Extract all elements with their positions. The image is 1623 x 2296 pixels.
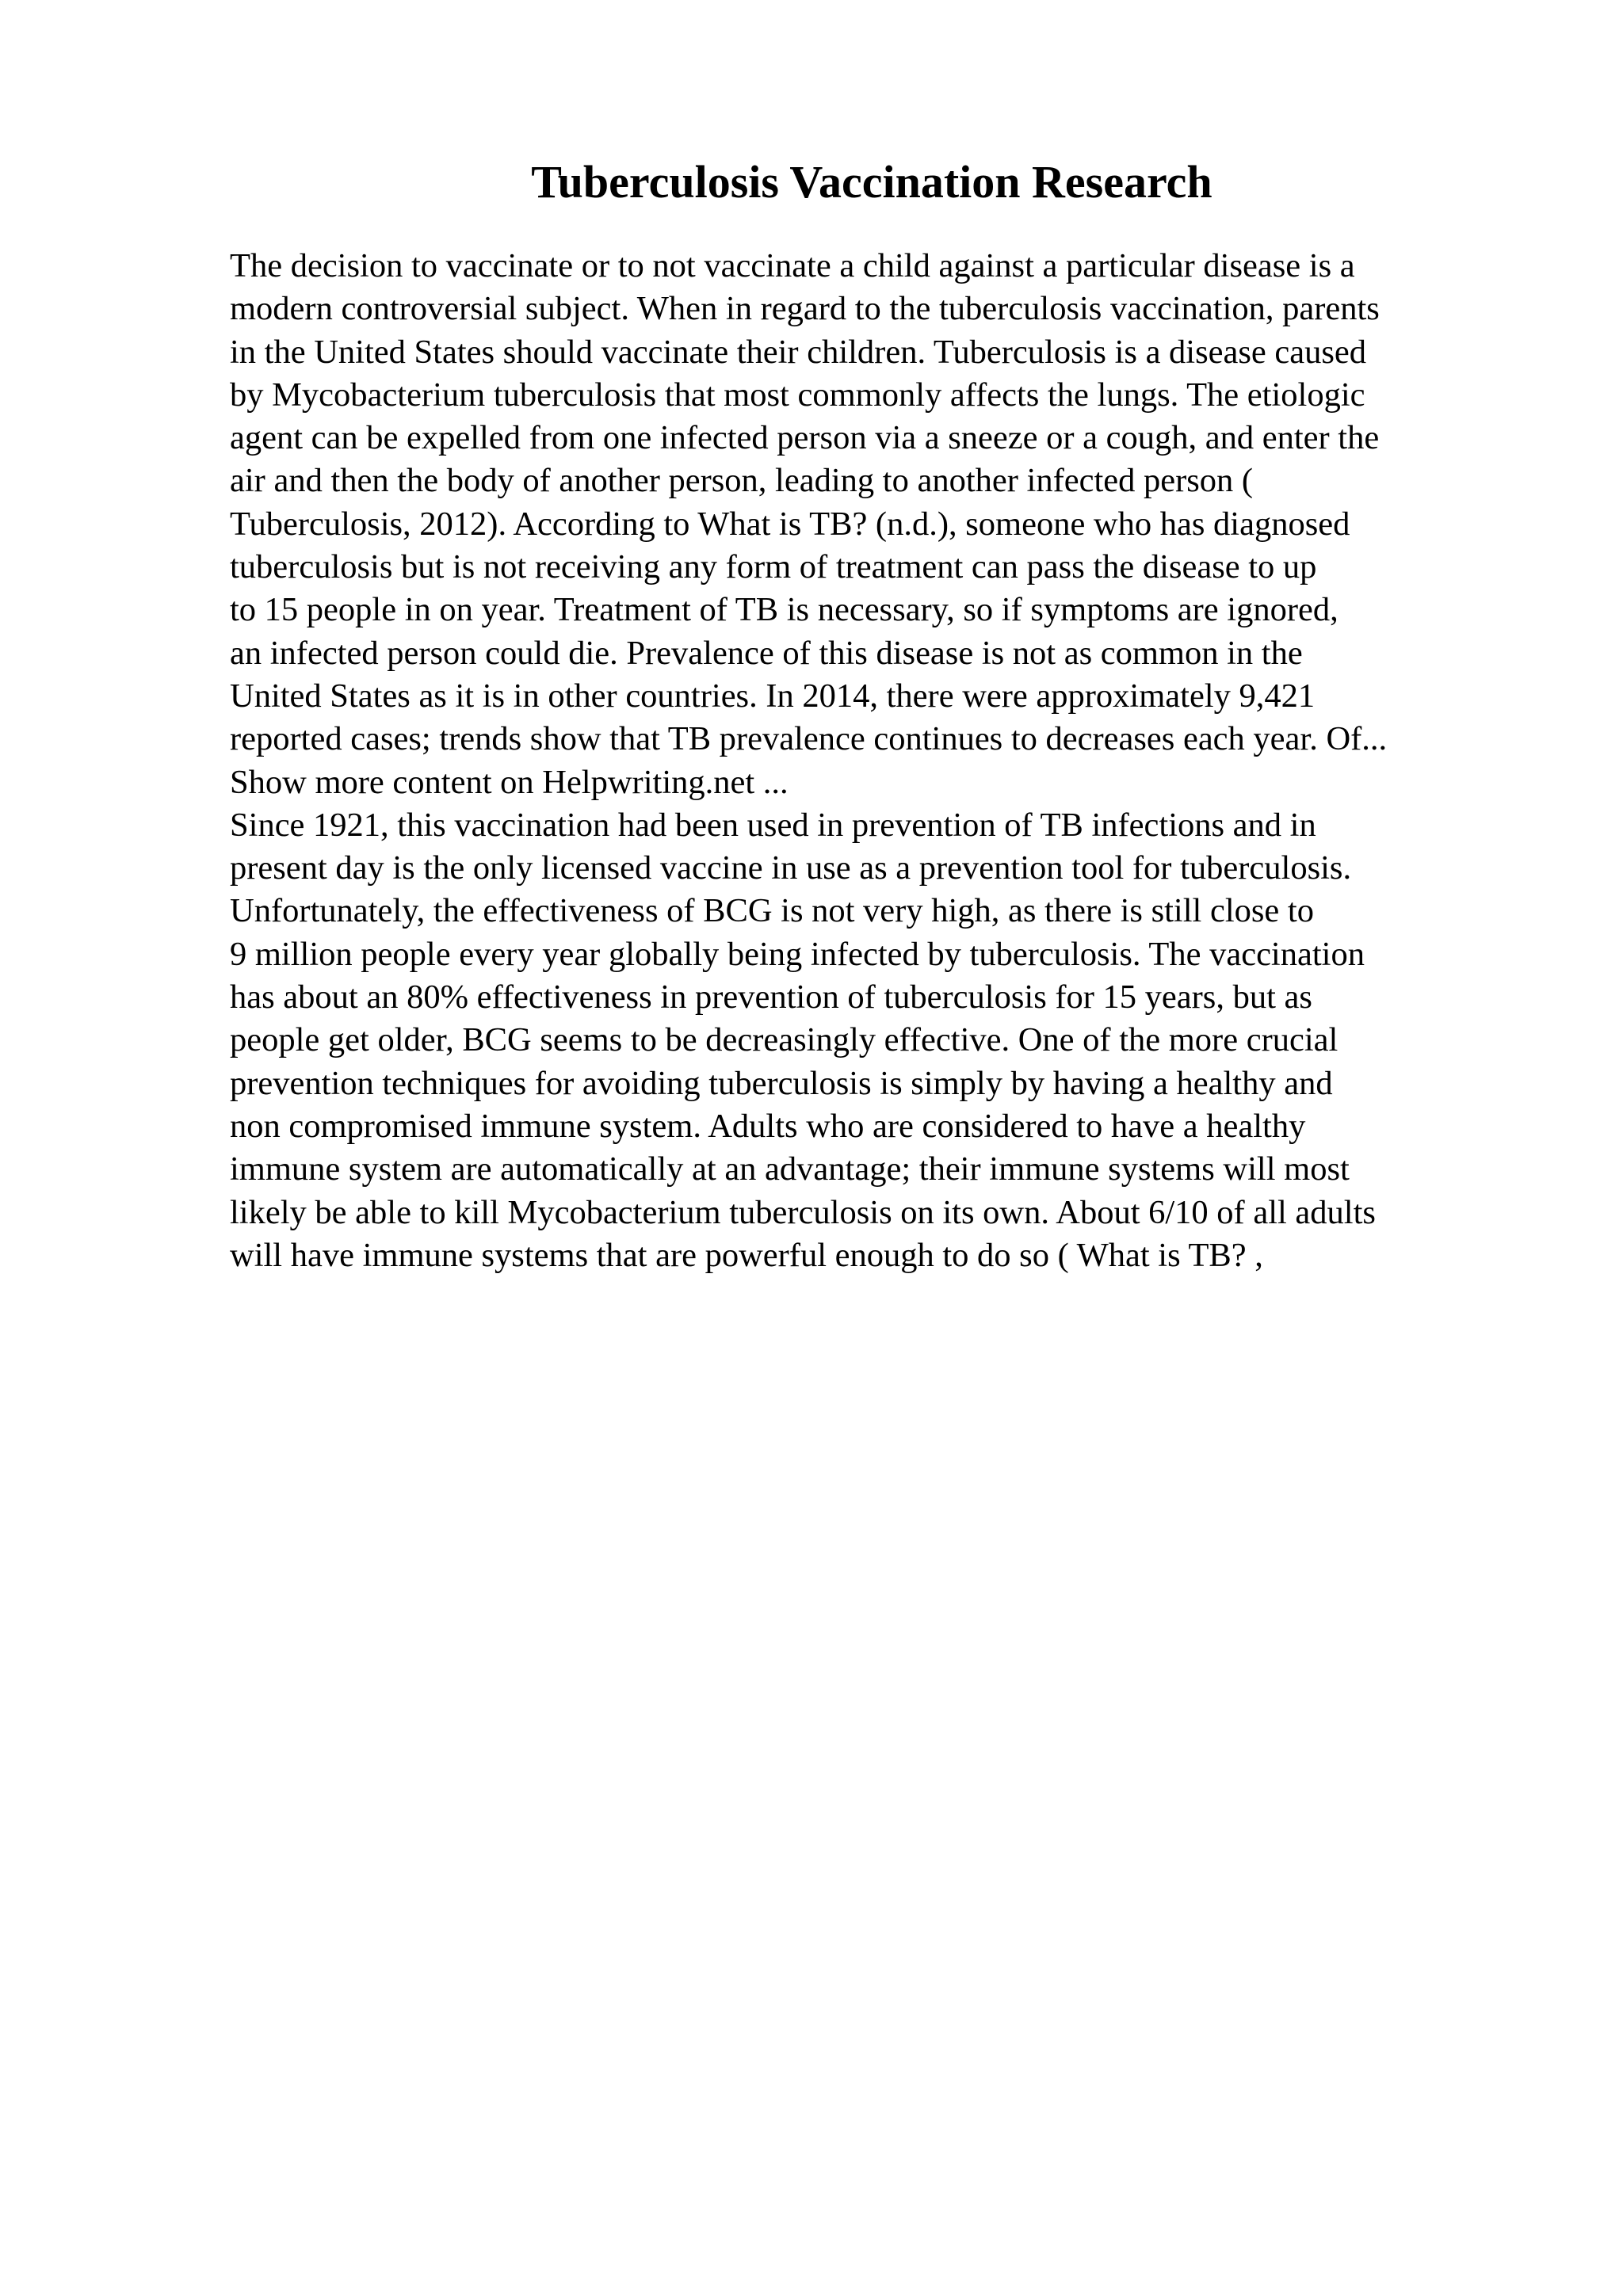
text-line: people get older, BCG seems to be decreasingly effective. One of the more crucial (230, 1021, 1338, 1059)
text-line: Tuberculosis, 2012). According to What is TB? (n.d.), someone who has diagnosed (230, 505, 1350, 543)
text-line: agent can be expelled from one infected person via a sneeze or a cough, and enter the (230, 419, 1380, 457)
text-line: modern controversial subject. When in regard to the tuberculosis vaccination, parents (230, 290, 1380, 328)
text-line: in the United States should vaccinate their children. Tuberculosis is a disease caused (230, 333, 1367, 371)
show-more-link[interactable]: Show more content on Helpwriting.net ... (230, 763, 789, 801)
essay-body (230, 245, 1577, 1277)
page-title: Tuberculosis Vaccination Research (531, 156, 1212, 208)
text-line: 9 million people every year globally being infected by tuberculosis. The vaccination (230, 935, 1365, 973)
text-line: non compromised immune system. Adults who are considered to have a healthy (230, 1107, 1306, 1145)
text-line: prevention techniques for avoiding tuberculosis is simply by having a healthy and (230, 1064, 1333, 1102)
text-line: an infected person could die. Prevalence of this disease is not as common in the (230, 634, 1303, 672)
text-line: tuberculosis but is not receiving any form of treatment can pass the disease to up (230, 548, 1317, 586)
text-line: United States as it is in other countries. In 2014, there were approximately 9,421 (230, 677, 1316, 715)
text-line: to 15 people in on year. Treatment of TB is necessary, so if symptoms are ignored, (230, 591, 1338, 629)
text-line: by Mycobacterium tuberculosis that most commonly affects the lungs. The etiologic (230, 376, 1365, 414)
text-line: immune system are automatically at an advantage; their immune systems will most (230, 1150, 1350, 1188)
text-line: air and then the body of another person, leading to another infected person ( (230, 462, 1254, 500)
text-line: will have immune systems that are powerful enough to do so ( What is TB? , (230, 1236, 1263, 1274)
text-line: has about an 80% effectiveness in prevention of tuberculosis for 15 years, but as (230, 978, 1312, 1016)
text-line: present day is the only licensed vaccine in use as a prevention tool for tuberculosis. (230, 849, 1352, 887)
text-line: reported cases; trends show that TB prevalence continues to decreases each year. Of... (230, 720, 1388, 758)
text-line: likely be able to kill Mycobacterium tuberculosis on its own. About 6/10 of all adults (230, 1193, 1376, 1231)
text-line: Since 1921, this vaccination had been used in prevention of TB infections and in (230, 806, 1316, 844)
text-line: Unfortunately, the effectiveness of BCG is not very high, as there is still close to (230, 892, 1314, 930)
text-line: The decision to vaccinate or to not vaccinate a child against a particular disease is a (230, 247, 1355, 284)
